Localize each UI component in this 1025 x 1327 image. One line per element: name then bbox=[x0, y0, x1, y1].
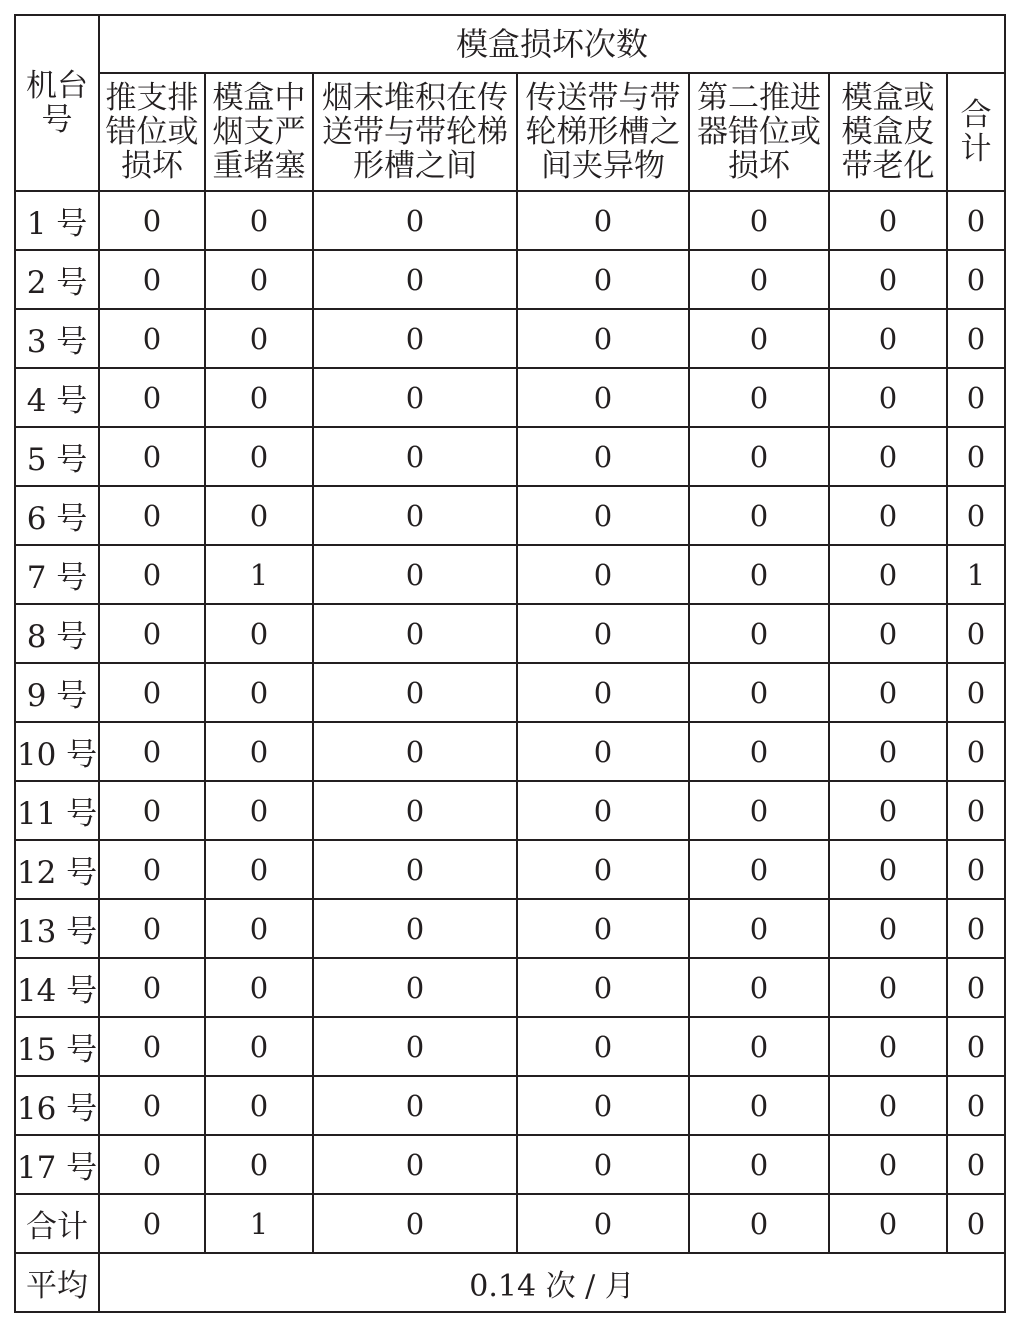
table-cell: 0 bbox=[99, 958, 205, 1017]
table-row bbox=[15, 781, 1005, 840]
table-cell: 0 bbox=[947, 781, 1005, 840]
table-cell: 0 bbox=[205, 722, 313, 781]
table-cell: 0 bbox=[689, 368, 829, 427]
table-cell: 0 bbox=[99, 545, 205, 604]
table-cell: 0 bbox=[313, 486, 517, 545]
column-header bbox=[517, 73, 689, 191]
table-cell: 0 bbox=[947, 486, 1005, 545]
table-cell: 0 bbox=[313, 191, 517, 250]
table-cell: 0 bbox=[517, 1076, 689, 1135]
table-cell: 0 bbox=[99, 1135, 205, 1194]
table-cell: 0 bbox=[829, 191, 947, 250]
table-cell: 0 bbox=[205, 899, 313, 958]
table-cell: 0 bbox=[517, 663, 689, 722]
table-cell: 0 bbox=[99, 486, 205, 545]
table-cell: 0 bbox=[829, 840, 947, 899]
table-cell: 0 bbox=[313, 309, 517, 368]
damage-count-table bbox=[14, 14, 1006, 1313]
row-header-line: 机台 bbox=[26, 68, 88, 104]
table-cell: 0 bbox=[947, 722, 1005, 781]
table-cell: 0 bbox=[205, 781, 313, 840]
table-row bbox=[15, 545, 1005, 604]
table-cell: 0 bbox=[99, 722, 205, 781]
row-label: 1 号 bbox=[15, 191, 99, 250]
column-header bbox=[829, 73, 947, 191]
table-row bbox=[15, 250, 1005, 309]
table-cell: 0 bbox=[205, 840, 313, 899]
column-header-line: 重堵塞 bbox=[212, 148, 306, 184]
table-cell: 0 bbox=[313, 604, 517, 663]
column-header-line: 轮梯形槽之 bbox=[525, 114, 681, 150]
average-label: 平均 bbox=[15, 1253, 99, 1312]
table-cell: 0 bbox=[517, 545, 689, 604]
table-cell: 0 bbox=[517, 250, 689, 309]
row-header-line: 号 bbox=[41, 102, 73, 138]
table-cell: 0 bbox=[313, 1017, 517, 1076]
table-cell: 0 bbox=[829, 427, 947, 486]
table-cell: 0 bbox=[313, 1135, 517, 1194]
table-cell: 0 bbox=[99, 604, 205, 663]
table-cell: 0 bbox=[517, 368, 689, 427]
table-row bbox=[15, 663, 1005, 722]
table-cell: 0 bbox=[99, 309, 205, 368]
table-cell: 0 bbox=[99, 1017, 205, 1076]
table-cell: 0 bbox=[517, 1017, 689, 1076]
table-cell: 0 bbox=[517, 604, 689, 663]
table-cell: 0 bbox=[689, 1194, 829, 1253]
column-header-line: 带老化 bbox=[841, 148, 935, 184]
table-cell: 0 bbox=[517, 486, 689, 545]
table-cell: 0 bbox=[205, 663, 313, 722]
table-cell: 0 bbox=[829, 722, 947, 781]
row-label: 12 号 bbox=[15, 840, 99, 899]
row-label: 15 号 bbox=[15, 1017, 99, 1076]
row-label: 17 号 bbox=[15, 1135, 99, 1194]
table-cell: 0 bbox=[313, 840, 517, 899]
table-cell: 0 bbox=[947, 191, 1005, 250]
column-header-line: 送带与带轮梯 bbox=[322, 114, 508, 150]
table-cell: 0 bbox=[99, 899, 205, 958]
row-label: 2 号 bbox=[15, 250, 99, 309]
column-header-line: 模盒中 bbox=[212, 80, 306, 116]
table-row bbox=[15, 899, 1005, 958]
table-cell: 0 bbox=[517, 191, 689, 250]
table-cell: 0 bbox=[205, 191, 313, 250]
table-cell: 0 bbox=[947, 604, 1005, 663]
column-header-line: 模盒皮 bbox=[841, 114, 935, 150]
table-cell: 0 bbox=[689, 250, 829, 309]
table-cell: 0 bbox=[205, 309, 313, 368]
column-header-line: 传送带与带 bbox=[525, 80, 681, 116]
table-cell: 0 bbox=[517, 309, 689, 368]
table-cell: 0 bbox=[689, 309, 829, 368]
table-cell: 0 bbox=[205, 368, 313, 427]
table-row bbox=[15, 840, 1005, 899]
row-label: 5 号 bbox=[15, 427, 99, 486]
table-cell: 0 bbox=[947, 840, 1005, 899]
table-row bbox=[15, 958, 1005, 1017]
table-row bbox=[15, 486, 1005, 545]
column-header-line: 烟支严 bbox=[212, 114, 306, 150]
table-cell: 0 bbox=[689, 958, 829, 1017]
table-cell: 0 bbox=[689, 722, 829, 781]
table-cell: 0 bbox=[517, 1194, 689, 1253]
table-cell: 0 bbox=[947, 663, 1005, 722]
table-cell: 0 bbox=[829, 368, 947, 427]
row-label: 11 号 bbox=[15, 781, 99, 840]
row-label: 8 号 bbox=[15, 604, 99, 663]
table-cell: 0 bbox=[829, 1017, 947, 1076]
column-header-line: 形槽之间 bbox=[353, 148, 477, 184]
table-row bbox=[15, 427, 1005, 486]
table-cell: 0 bbox=[829, 1076, 947, 1135]
row-label: 4 号 bbox=[15, 368, 99, 427]
table-cell: 0 bbox=[205, 1076, 313, 1135]
table-cell: 0 bbox=[517, 722, 689, 781]
table-cell: 0 bbox=[99, 368, 205, 427]
row-label: 7 号 bbox=[15, 545, 99, 604]
row-label: 13 号 bbox=[15, 899, 99, 958]
table-cell: 0 bbox=[99, 191, 205, 250]
table-cell: 0 bbox=[689, 427, 829, 486]
column-header bbox=[99, 73, 205, 191]
table-cell: 0 bbox=[99, 427, 205, 486]
row-label: 合计 bbox=[15, 1194, 99, 1253]
table-cell: 0 bbox=[205, 250, 313, 309]
table-cell: 0 bbox=[947, 368, 1005, 427]
row-label: 16 号 bbox=[15, 1076, 99, 1135]
table-cell: 0 bbox=[829, 486, 947, 545]
table-cell: 0 bbox=[313, 722, 517, 781]
table-row bbox=[15, 309, 1005, 368]
row-label: 6 号 bbox=[15, 486, 99, 545]
table-cell: 0 bbox=[829, 958, 947, 1017]
table-cell: 0 bbox=[205, 604, 313, 663]
column-header bbox=[689, 73, 829, 191]
column-header bbox=[947, 73, 1005, 191]
table-cell: 0 bbox=[829, 1194, 947, 1253]
column-header-line: 损坏 bbox=[121, 148, 183, 184]
table-cell: 0 bbox=[313, 427, 517, 486]
table-cell: 0 bbox=[947, 1194, 1005, 1253]
table-cell: 0 bbox=[829, 604, 947, 663]
table-cell: 0 bbox=[205, 1017, 313, 1076]
average-value: 0.14 次 / 月 bbox=[99, 1253, 1005, 1312]
column-header bbox=[313, 73, 517, 191]
table-cell: 0 bbox=[313, 1076, 517, 1135]
table-cell: 0 bbox=[829, 1135, 947, 1194]
column-header-line: 第二推进 bbox=[697, 80, 821, 116]
table-cell: 0 bbox=[313, 250, 517, 309]
table-cell: 0 bbox=[313, 781, 517, 840]
table-cell: 0 bbox=[205, 1135, 313, 1194]
table-cell: 0 bbox=[99, 663, 205, 722]
table-cell: 0 bbox=[99, 1194, 205, 1253]
table-cell: 0 bbox=[689, 545, 829, 604]
table-row bbox=[15, 1194, 1005, 1253]
table-cell: 0 bbox=[689, 899, 829, 958]
table-cell: 0 bbox=[313, 545, 517, 604]
column-header-line: 合 bbox=[960, 97, 992, 133]
table-cell: 0 bbox=[947, 250, 1005, 309]
table-cell: 0 bbox=[947, 427, 1005, 486]
table-cell: 0 bbox=[829, 545, 947, 604]
table-cell: 1 bbox=[205, 1194, 313, 1253]
row-label: 10 号 bbox=[15, 722, 99, 781]
table-cell: 0 bbox=[689, 1017, 829, 1076]
header-row-columns bbox=[15, 73, 1005, 191]
table-cell: 0 bbox=[947, 309, 1005, 368]
group-header: 模盒损坏次数 bbox=[99, 15, 1005, 73]
table-cell: 0 bbox=[689, 191, 829, 250]
table-row bbox=[15, 722, 1005, 781]
table-row bbox=[15, 368, 1005, 427]
column-header-line: 损坏 bbox=[728, 148, 790, 184]
table-cell: 0 bbox=[99, 250, 205, 309]
table-cell: 0 bbox=[517, 958, 689, 1017]
row-header-cell bbox=[15, 15, 99, 191]
row-label: 3 号 bbox=[15, 309, 99, 368]
row-label: 9 号 bbox=[15, 663, 99, 722]
table-cell: 0 bbox=[205, 958, 313, 1017]
table-cell: 1 bbox=[205, 545, 313, 604]
table-cell: 0 bbox=[313, 899, 517, 958]
table-cell: 0 bbox=[689, 604, 829, 663]
table-cell: 0 bbox=[829, 250, 947, 309]
table-cell: 0 bbox=[947, 1076, 1005, 1135]
table-cell: 0 bbox=[517, 1135, 689, 1194]
table-cell: 0 bbox=[313, 1194, 517, 1253]
table-cell: 0 bbox=[829, 781, 947, 840]
average-row bbox=[15, 1253, 1005, 1312]
table-cell: 0 bbox=[689, 663, 829, 722]
table-cell: 0 bbox=[99, 1076, 205, 1135]
column-header-line: 推支排 bbox=[105, 80, 199, 116]
table-cell: 0 bbox=[689, 1135, 829, 1194]
table-cell: 0 bbox=[99, 840, 205, 899]
column-header-line: 间夹异物 bbox=[541, 148, 665, 184]
table-cell: 0 bbox=[829, 663, 947, 722]
column-header-line: 器错位或 bbox=[697, 114, 821, 150]
table-cell: 0 bbox=[947, 958, 1005, 1017]
table-cell: 0 bbox=[205, 427, 313, 486]
table-cell: 0 bbox=[517, 781, 689, 840]
table-row bbox=[15, 1017, 1005, 1076]
table-cell: 0 bbox=[829, 309, 947, 368]
column-header bbox=[205, 73, 313, 191]
table-cell: 0 bbox=[517, 427, 689, 486]
column-header-line: 计 bbox=[960, 131, 992, 167]
table-cell: 0 bbox=[313, 663, 517, 722]
table-cell: 0 bbox=[205, 486, 313, 545]
column-header-line: 模盒或 bbox=[841, 80, 935, 116]
table-cell: 0 bbox=[947, 1135, 1005, 1194]
header-row-group bbox=[15, 15, 1005, 73]
table-cell: 1 bbox=[947, 545, 1005, 604]
table-cell: 0 bbox=[517, 899, 689, 958]
row-label: 14 号 bbox=[15, 958, 99, 1017]
table-cell: 0 bbox=[689, 840, 829, 899]
table-cell: 0 bbox=[947, 1017, 1005, 1076]
column-header-line: 烟末堆积在传 bbox=[322, 80, 508, 116]
table-row bbox=[15, 1135, 1005, 1194]
table-cell: 0 bbox=[99, 781, 205, 840]
table-row bbox=[15, 191, 1005, 250]
table-cell: 0 bbox=[689, 1076, 829, 1135]
table-cell: 0 bbox=[947, 899, 1005, 958]
table-cell: 0 bbox=[689, 486, 829, 545]
table-cell: 0 bbox=[313, 958, 517, 1017]
table-cell: 0 bbox=[313, 368, 517, 427]
table-cell: 0 bbox=[829, 899, 947, 958]
table-cell: 0 bbox=[689, 781, 829, 840]
table-row bbox=[15, 604, 1005, 663]
table-cell: 0 bbox=[517, 840, 689, 899]
table-row bbox=[15, 1076, 1005, 1135]
column-header-line: 错位或 bbox=[105, 114, 199, 150]
